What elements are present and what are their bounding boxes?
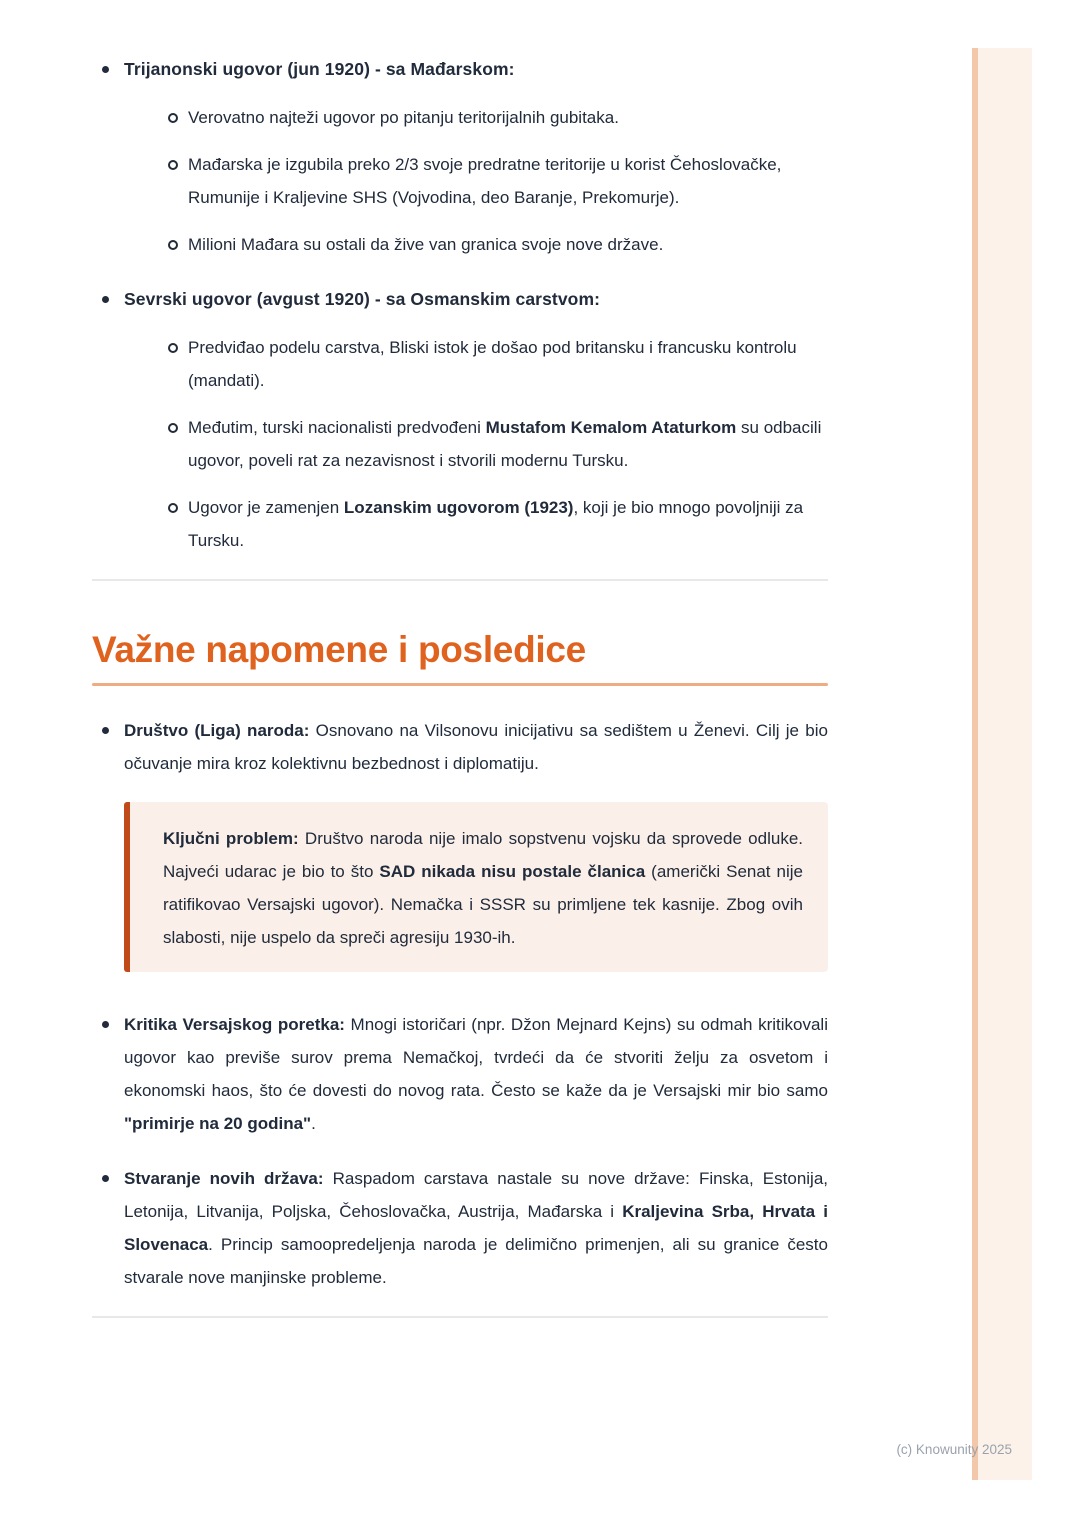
treaty-point [124, 228, 828, 261]
treaty-point [124, 491, 828, 557]
treaty-point-text: Međutim, turski nacionalisti predvođeni Mustafom Kemalom Ataturkom su odbacili ugovor, poveli rat za nezavisnost i stvorili modernu Tursku. [188, 418, 822, 470]
key-problem-callout [124, 802, 828, 972]
note-text: Društvo (Liga) naroda: Osnovano na Vilsonovu inicijativu sa sedištem u Ženevi. Cilj je bio očuvanje mira kroz kolektivnu bezbednost i diplomatiju. [124, 721, 828, 773]
treaty-point-text: Mađarska je izgubila preko 2/3 svoje predratne teritorije u korist Čehoslovačke, Rumunije i Kraljevine SHS (Vojvodina, deo Baranje, Prekomurje). [188, 155, 782, 207]
treaty-point-text: Milioni Mađara su ostali da žive van granica svoje nove države. [188, 235, 664, 254]
note-item-new-states [92, 1162, 828, 1294]
treaties-list [92, 0, 828, 557]
notes-list [92, 714, 828, 1294]
circle-bullet-icon [168, 343, 178, 353]
note-text: Kritika Versajskog poretka: Mnogi istoričari (npr. Džon Mejnard Kejns) su odmah kritikovali ugovor kao previše surov prema Nemačkoj, tvrdeći da će stvoriti želju za osvetom i ekonomski haos, što će dovesti do novog rata. Često se kaže da je Versajski mir bio samo "primirje na 20 godina". [124, 1015, 828, 1133]
circle-bullet-icon [168, 160, 178, 170]
treaty-point-text: Predviđao podelu carstva, Bliski istok je došao pod britansku i francusku kontrolu (mandati). [188, 338, 797, 390]
treaty-point [124, 331, 828, 397]
section-divider [92, 579, 828, 581]
bullet-icon [102, 1175, 109, 1182]
bullet-icon [102, 1021, 109, 1028]
treaty-title: Sevrski ugovor (avgust 1920) - sa Osmanskim carstvom: [124, 289, 601, 309]
treaty-point-text: Ugovor je zamenjen Lozanskim ugovorom (1923), koji je bio mnogo povoljniji za Tursku. [188, 498, 804, 550]
treaty-point [124, 101, 828, 134]
bullet-icon [102, 66, 109, 73]
bullet-icon [102, 296, 109, 303]
document-content [92, 0, 828, 1318]
note-item-league-of-nations [92, 714, 828, 780]
heading-underline [92, 683, 828, 686]
circle-bullet-icon [168, 113, 178, 123]
treaty-item-trianon [92, 57, 828, 261]
treaty-points [124, 331, 828, 557]
page-margin-stripe [972, 48, 1032, 1480]
treaty-title: Trijanonski ugovor (jun 1920) - sa Mađarskom: [124, 59, 515, 79]
note-text: Stvaranje novih država: Raspadom carstava nastale su nove države: Finska, Estonija, Letonija, Litvanija, Poljska, Čehoslovačka, Austrija, Mađarska i Kraljevina Srba, Hrvata i Slovenaca. Princip samoopredeljenja naroda je delimično primenjen, ali su granice često stvarale nove manjinske probleme. [124, 1169, 829, 1287]
bullet-icon [102, 727, 109, 734]
note-item-critique [92, 1008, 828, 1140]
footer-copyright: (c) Knowunity 2025 [896, 1442, 1012, 1457]
circle-bullet-icon [168, 423, 178, 433]
callout-text: Ključni problem: Društvo naroda nije imalo sopstvenu vojsku da sprovede odluke. Najveći udarac je bio to što SAD nikada nisu postale članica (američki Senat nije ratifikovao Versajski ugovor). Nemačka i SSSR su primljene tek kasnije. Zbog ovih slabosti, nije uspelo da spreči agresiju 1930-ih. [163, 829, 803, 947]
section-heading: Važne napomene i posledice [92, 629, 586, 670]
treaty-point [124, 411, 828, 477]
treaty-point [124, 148, 828, 214]
footer-divider [92, 1316, 828, 1318]
treaty-point-text: Verovatno najteži ugovor po pitanju teritorijalnih gubitaka. [188, 108, 619, 127]
treaty-points [124, 101, 828, 261]
treaty-item-sevres [92, 287, 828, 557]
circle-bullet-icon [168, 240, 178, 250]
circle-bullet-icon [168, 503, 178, 513]
